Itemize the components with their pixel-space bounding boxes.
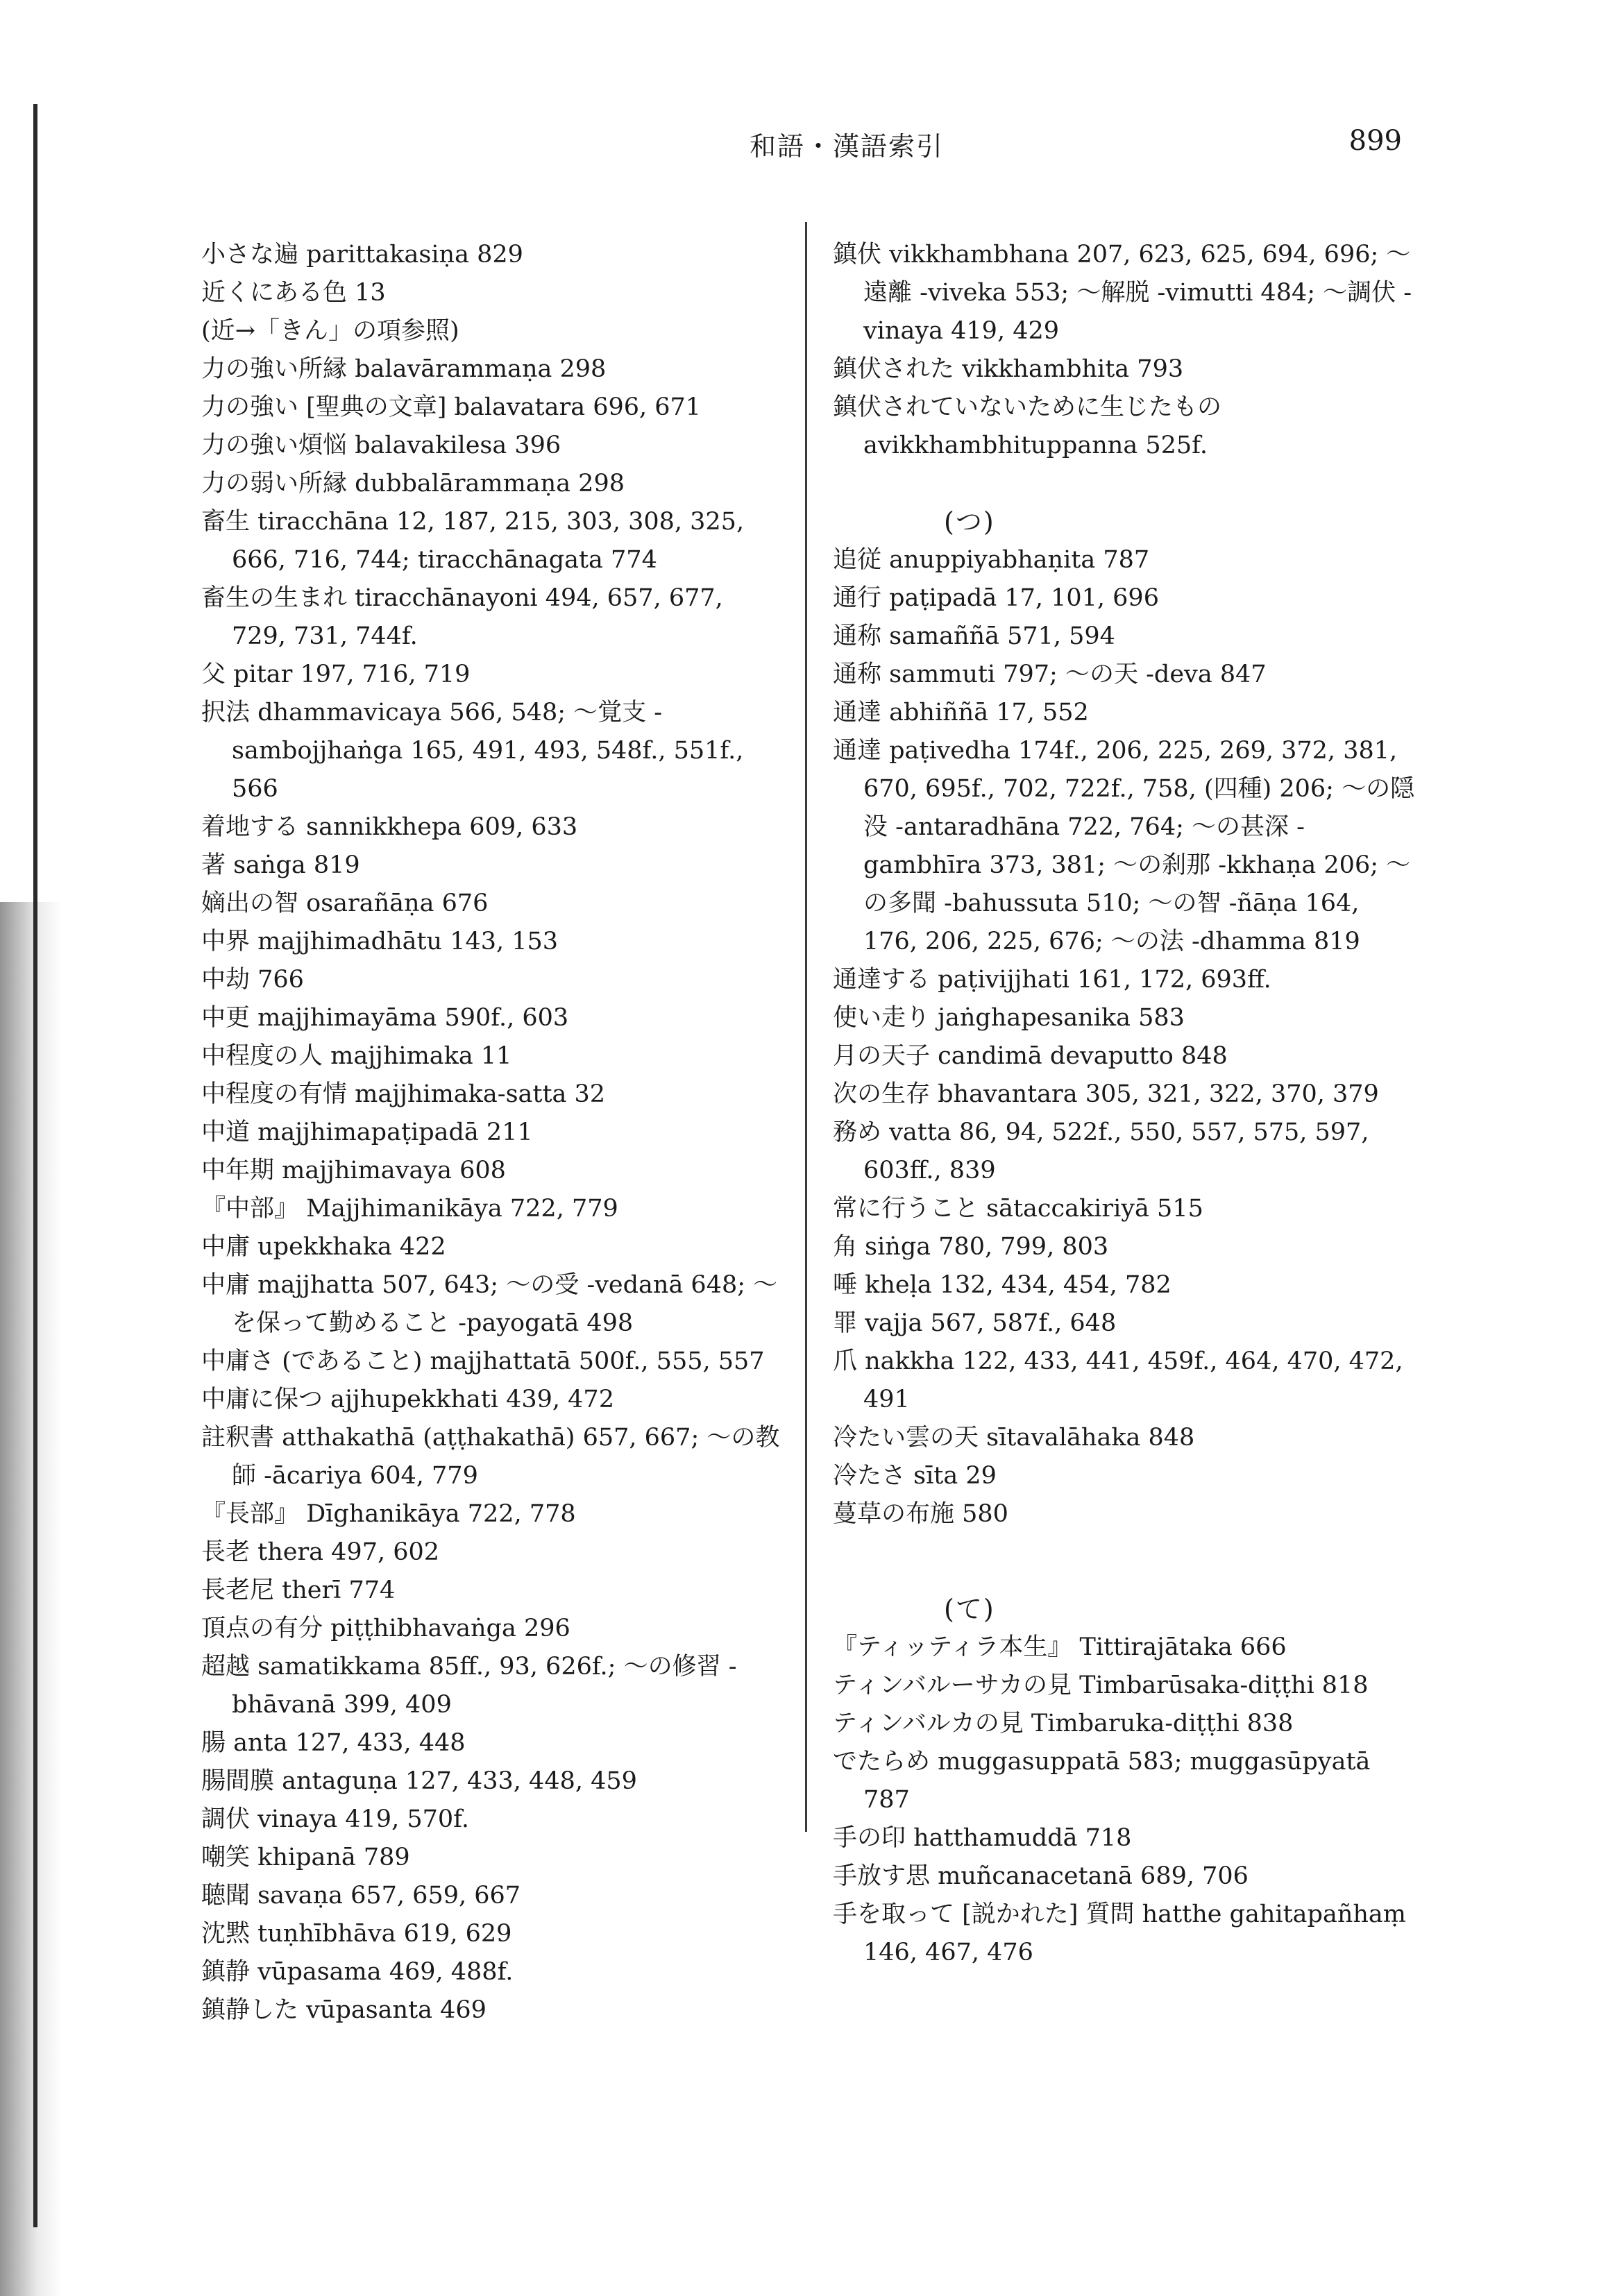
column-divider	[805, 222, 807, 1832]
index-entry: 調伏 vinaya 419, 570f.	[201, 1805, 469, 1833]
index-entry: 力の弱い所縁 dubbalārammaṇa 298	[201, 470, 625, 498]
index-entry: 沈黙 tuṇhībhāva 619, 629	[201, 1920, 512, 1948]
index-entry: 畜生 tiracchāna 12, 187, 215, 303, 308, 325, 666, 716, 744; tiracchānagata 774	[201, 508, 745, 574]
index-entry: 月の天子 candimā devaputto 848	[833, 1042, 1228, 1070]
index-entry: 爪 nakkha 122, 433, 441, 459f., 464, 470, 472, 491	[833, 1347, 1403, 1413]
index-entry: 鎮伏された vikkhambhita 793	[833, 355, 1184, 383]
index-entry: ティンバルーサカの見 Timbarūsaka-diṭṭhi 818	[833, 1672, 1369, 1699]
index-entry: 長老尼 therī 774	[201, 1576, 396, 1604]
index-entry: 着地する sannikkhepa 609, 633	[201, 813, 578, 841]
index-entry: 冷たさ sīta 29	[833, 1462, 997, 1490]
index-entry: 中庸 majjhatta 507, 643; ～の受 -vedanā 648; ～を保って勤めること -payogatā 498	[201, 1271, 778, 1337]
index-entry: 次の生存 bhavantara 305, 321, 322, 370, 379	[833, 1080, 1379, 1108]
index-entry: 手を取って [説かれた] 質問 hatthe gahitapañhaṃ 146, 467, 476	[833, 1900, 1406, 1966]
page-number: 899	[1348, 125, 1402, 157]
index-entry: 腸間膜 antaguṇa 127, 433, 448, 459	[201, 1767, 637, 1795]
index-entry: 中道 majjhimapaṭipadā 211	[201, 1119, 533, 1146]
index-entry: 冷たい雲の天 sītavalāhaka 848	[833, 1424, 1195, 1452]
index-entry: 力の強い所縁 balavārammaṇa 298	[201, 355, 607, 383]
index-entry: 長老 thera 497, 602	[201, 1538, 440, 1566]
index-entry: 鎮静 vūpasama 469, 488f.	[201, 1958, 514, 1986]
running-header: 和語・漢語索引	[749, 131, 944, 162]
index-entry: 超越 samatikkama 85ff., 93, 626f.; ～の修習 -bhāvanā 399, 409	[201, 1653, 737, 1719]
index-entry: 腸 anta 127, 433, 448	[201, 1729, 466, 1757]
index-entry: 中庸さ (であること) majjhattatā 500f., 555, 557	[201, 1347, 765, 1375]
index-entry: 註釈書 atthakathā (aṭṭhakathā) 657, 667; ～の教師 -ācariya 604, 779	[201, 1424, 780, 1490]
index-entry: 手の印 hatthamuddā 718	[833, 1824, 1132, 1852]
index-entry: 中庸 upekkhaka 422	[201, 1233, 446, 1261]
index-entry: 力の強い [聖典の文章] balavatara 696, 671	[201, 393, 702, 421]
left-column	[201, 236, 784, 2030]
index-entry: 手放す思 muñcanacetanā 689, 706	[833, 1862, 1249, 1890]
index-entry: 小さな遍 parittakasiṇa 829	[201, 241, 523, 269]
index-entry: 『長部』 Dīghanikāya 722, 778	[201, 1500, 576, 1528]
index-entry: 務め vatta 86, 94, 522f., 550, 557, 575, 597, 603ff., 839	[833, 1119, 1369, 1184]
index-entry: 罪 vajja 567, 587f., 648	[833, 1309, 1117, 1337]
index-entry: 頂点の有分 piṭṭhibhavaṅga 296	[201, 1615, 570, 1642]
section-tsu-entries	[833, 541, 1416, 1533]
right-column	[833, 236, 1416, 1972]
index-entry: 『中部』 Majjhimanikāya 722, 779	[201, 1195, 618, 1223]
index-entry: 通達 abhiññā 17, 552	[833, 699, 1089, 726]
index-entry: 聴聞 savaṇa 657, 659, 667	[201, 1882, 521, 1910]
index-entry: 常に行うこと sātaccakiriyā 515	[833, 1195, 1203, 1223]
index-entry: 追従 anuppiyabhaṇita 787	[833, 546, 1150, 574]
index-entry: 父 pitar 197, 716, 719	[201, 661, 471, 688]
index-entry: 角 siṅga 780, 799, 803	[833, 1233, 1109, 1261]
section-te-entries	[833, 1629, 1416, 1972]
index-entry: 鎮伏されていないために生じたもの avikkhambhituppanna 525f.	[833, 393, 1222, 459]
index-entry: ティンバルカの見 Timbaruka-diṭṭhi 838	[833, 1710, 1294, 1737]
index-entry: 中年期 majjhimavaya 608	[201, 1157, 506, 1184]
index-entry: 唾 kheḷa 132, 434, 454, 782	[833, 1271, 1172, 1299]
index-entry: (近→「きん」の項参照)	[201, 317, 459, 345]
index-entry: 中劫 766	[201, 966, 304, 994]
index-entry: 通達する paṭivijjhati 161, 172, 693ff.	[833, 966, 1271, 994]
scan-edge-shadow	[0, 902, 62, 2296]
index-entry: 中程度の有情 majjhimaka-satta 32	[201, 1080, 606, 1108]
index-entry: 中更 majjhimayāma 590f., 603	[201, 1004, 569, 1032]
section-heading-te: (て)	[944, 1594, 995, 1624]
index-entry: 中界 majjhimadhātu 143, 153	[201, 928, 559, 955]
index-entry: 中程度の人 majjhimaka 11	[201, 1042, 512, 1070]
index-entry: 中庸に保つ ajjhupekkhati 439, 472	[201, 1386, 614, 1413]
index-entry: 使い走り jaṅghapesanika 583	[833, 1004, 1185, 1032]
index-entry: 力の強い煩悩 balavakilesa 396	[201, 432, 561, 459]
index-entry: 鎮静した vūpasanta 469	[201, 1996, 487, 2024]
index-entry: 通行 paṭipadā 17, 101, 696	[833, 584, 1159, 612]
index-entry: 畜生の生まれ tiracchānayoni 494, 657, 677, 729, 731, 744f.	[201, 584, 723, 650]
scan-binding-edge	[33, 104, 37, 2227]
index-entry: 嫡出の智 osarañāṇa 676	[201, 890, 489, 917]
index-entry: 蔓草の布施 580	[833, 1500, 1008, 1528]
index-entry: 近くにある色 13	[201, 279, 386, 307]
index-entry: でたらめ muggasuppatā 583; muggasūpyatā 787	[833, 1748, 1371, 1814]
index-entry: 通称 samaññā 571, 594	[833, 622, 1115, 650]
index-entry: 通達 paṭivedha 174f., 206, 225, 269, 372, 381, 670, 695f., 702, 722f., 758, (四種) 206; ～の隠没 -antaradhāna 722, 764; ～の甚深 -gambhīra 373, 381; ～の刹那 -kkhaṇa 206; ～の多聞 -bahussuta 510; ～の智 -ñāṇa 164, 176, 206, 225, 676; ～の法 -dhamma 819	[833, 737, 1415, 955]
index-entry: 択法 dhammavicaya 566, 548; ～覚支 -sambojjhaṅga 165, 491, 493, 548f., 551f., 566	[201, 699, 744, 803]
index-entry: 『ティッティラ本生』 Tittirajātaka 666	[833, 1633, 1287, 1661]
section-heading-tsu: (つ)	[944, 507, 995, 537]
index-entry: 嘲笑 khipanā 789	[201, 1844, 410, 1871]
right-column-entries-top	[833, 236, 1416, 465]
index-entry: 鎮伏 vikkhambhana 207, 623, 625, 694, 696; ～遠離 -viveka 553; ～解脱 -vimutti 484; ～調伏 -vinaya 419, 429	[833, 241, 1412, 345]
index-entry: 通称 sammuti 797; ～の天 -deva 847	[833, 661, 1267, 688]
index-entry: 著 saṅga 819	[201, 851, 360, 879]
